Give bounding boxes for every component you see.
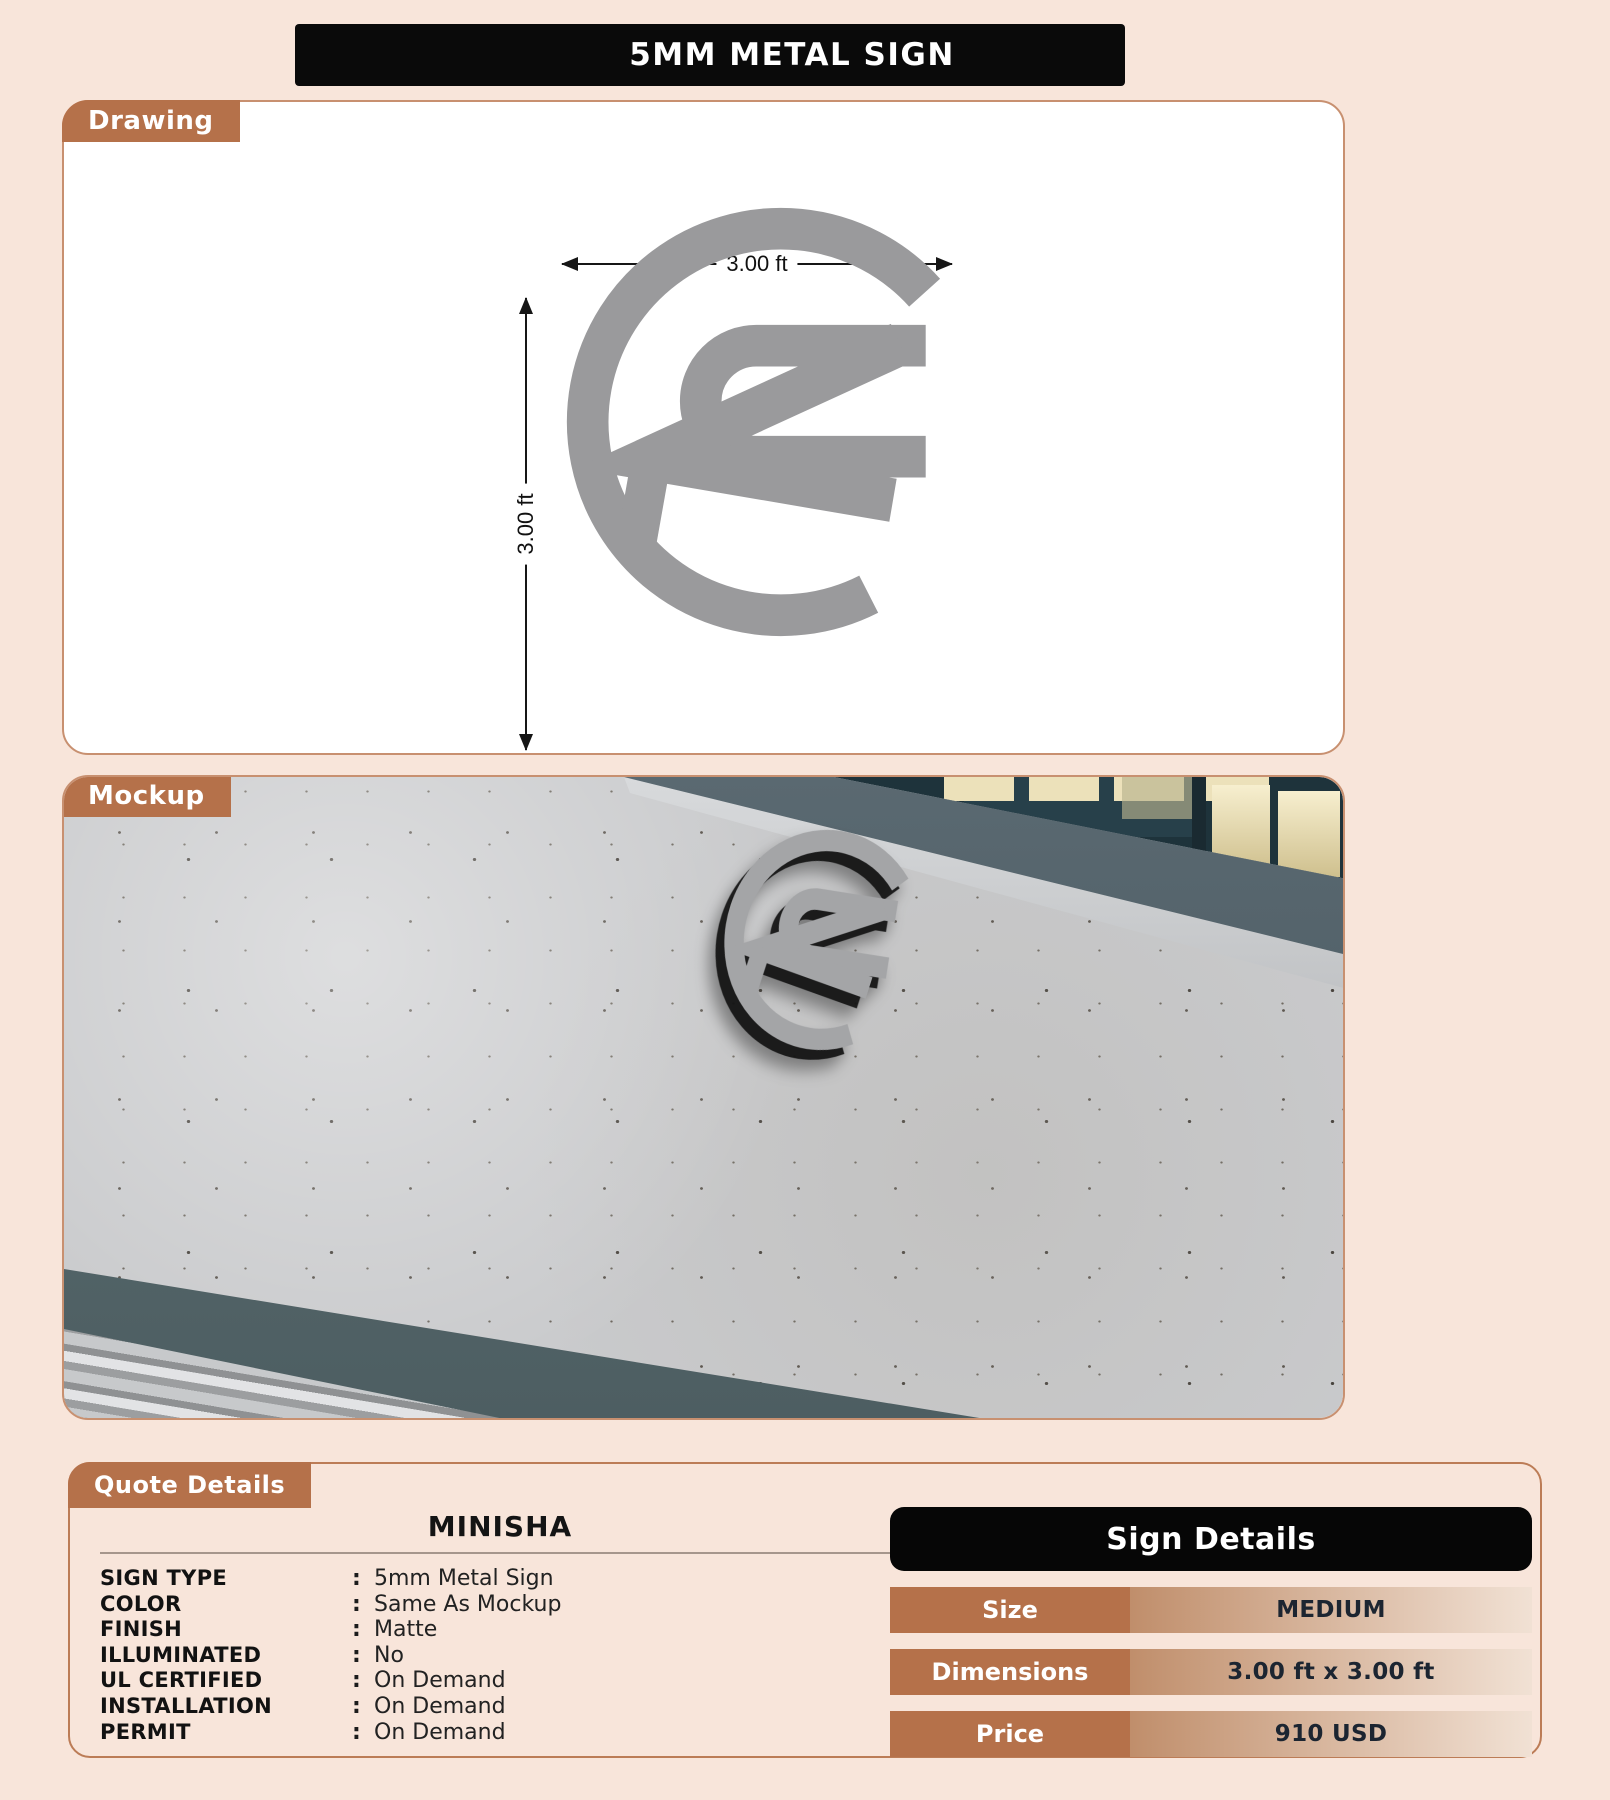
divider xyxy=(100,1552,900,1554)
quote-details-tab: Quote Details xyxy=(68,1462,311,1508)
row-value: 3.00 ft x 3.00 ft xyxy=(1130,1649,1532,1695)
sign-details-title: Sign Details xyxy=(890,1507,1532,1571)
row-value: MEDIUM xyxy=(1130,1587,1532,1633)
mockup-photo xyxy=(64,777,1343,1418)
width-dimension-label: 3.00 ft xyxy=(716,251,797,277)
field-colon: : xyxy=(352,1719,361,1745)
field-colon: : xyxy=(352,1566,361,1591)
page-title: 5MM METAL SIGN xyxy=(629,37,955,73)
field-colon: : xyxy=(352,1617,361,1643)
quote-field-list xyxy=(100,1566,900,1745)
field-label: ILLUMINATED xyxy=(100,1642,262,1667)
field-value: On Demand xyxy=(374,1668,506,1694)
quote-summary xyxy=(100,1510,900,1745)
field-value: On Demand xyxy=(374,1693,506,1719)
kc-logo-drawing xyxy=(558,199,1004,645)
kc-logo-mockup xyxy=(704,810,944,1070)
field-value: No xyxy=(374,1642,404,1668)
lit-window xyxy=(1029,777,1099,801)
field-label: PERMIT xyxy=(100,1719,191,1744)
lit-window xyxy=(1278,791,1340,877)
quote-row-sign-type xyxy=(100,1566,900,1592)
row-label: Dimensions xyxy=(890,1649,1130,1695)
field-label: SIGN TYPE xyxy=(100,1566,228,1590)
mockup-panel xyxy=(62,775,1345,1420)
field-colon: : xyxy=(352,1668,361,1694)
field-colon: : xyxy=(352,1642,361,1668)
field-label: UL CERTIFIED xyxy=(100,1668,263,1693)
dim-window xyxy=(1122,777,1192,819)
height-dimension-label: 3.00 ft xyxy=(513,483,539,564)
row-value: 910 USD xyxy=(1130,1711,1532,1757)
quote-row-color xyxy=(100,1592,900,1618)
title-bar xyxy=(295,24,1125,86)
row-label: Size xyxy=(890,1587,1130,1633)
quote-row-permit xyxy=(100,1720,900,1746)
lit-window xyxy=(944,777,1014,801)
mockup-tab: Mockup xyxy=(62,775,231,817)
sign-details-row-price xyxy=(890,1711,1532,1757)
quote-row-installation xyxy=(100,1694,900,1720)
arrow-up-icon xyxy=(519,297,533,314)
field-value: On Demand xyxy=(374,1719,506,1745)
sign-details-row-dimensions xyxy=(890,1649,1532,1695)
quote-row-finish xyxy=(100,1617,900,1643)
field-value: Same As Mockup xyxy=(374,1591,562,1617)
field-label: COLOR xyxy=(100,1591,182,1616)
quote-row-illuminated xyxy=(100,1643,900,1669)
drawing-panel xyxy=(62,100,1345,755)
field-label: FINISH xyxy=(100,1617,183,1642)
arrow-down-icon xyxy=(519,734,533,751)
field-value: 5mm Metal Sign xyxy=(374,1566,554,1591)
row-label: Price xyxy=(890,1711,1130,1757)
field-colon: : xyxy=(352,1693,361,1719)
field-label: INSTALLATION xyxy=(100,1693,273,1718)
drawing-tab: Drawing xyxy=(62,100,240,142)
field-value: Matte xyxy=(374,1617,438,1643)
sign-details-row-size xyxy=(890,1587,1532,1633)
quote-row-ul-certified xyxy=(100,1668,900,1694)
sign-details-card xyxy=(890,1507,1532,1757)
customer-name: MINISHA xyxy=(427,1510,573,1543)
quote-details-panel xyxy=(68,1462,1542,1758)
height-dimension-line xyxy=(513,298,538,750)
field-colon: : xyxy=(352,1591,361,1617)
